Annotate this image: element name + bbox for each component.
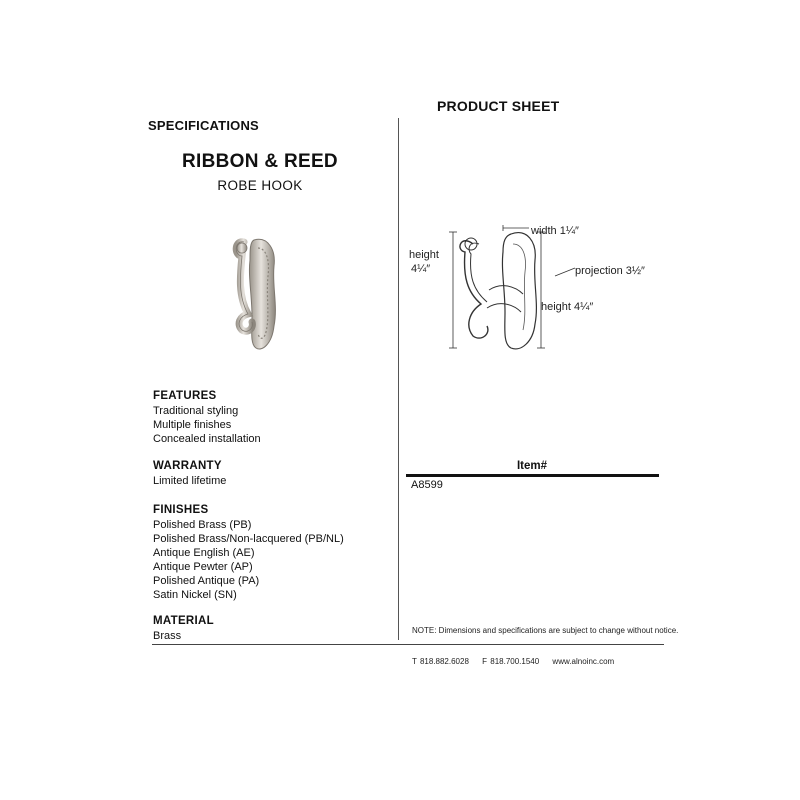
material-section bbox=[153, 614, 214, 643]
material-item: Brass bbox=[153, 630, 182, 642]
width-label: width 1¼″ bbox=[531, 225, 579, 237]
fax-number: F 818.700.1540 bbox=[482, 657, 540, 666]
specifications-heading: SPECIFICATIONS bbox=[148, 118, 259, 133]
features-item: Multiple finishes bbox=[153, 419, 232, 431]
disclaimer-note: NOTE: Dimensions and specifications are subject to change without notice. bbox=[412, 626, 679, 635]
height-left-word: height bbox=[409, 249, 439, 261]
column-divider bbox=[398, 118, 399, 640]
projection-label: projection 3½″ bbox=[575, 265, 645, 277]
features-section bbox=[153, 389, 261, 446]
finishes-section bbox=[153, 503, 344, 602]
finish-item: Antique Pewter (AP) bbox=[153, 561, 253, 573]
item-header-rule bbox=[406, 474, 659, 477]
finish-item: Polished Antique (PA) bbox=[153, 575, 260, 587]
footer-rule bbox=[152, 644, 664, 645]
finish-item: Antique English (AE) bbox=[153, 547, 255, 559]
website-link[interactable]: www.alnoinc.com bbox=[552, 657, 615, 666]
height-left-value: 4¼″ bbox=[411, 263, 431, 275]
dimension-diagram bbox=[407, 220, 647, 360]
finish-item: Polished Brass (PB) bbox=[153, 519, 252, 531]
warranty-section bbox=[153, 459, 226, 488]
features-item: Concealed installation bbox=[153, 433, 261, 445]
product-name: RIBBON & REED bbox=[182, 151, 338, 172]
features-item: Traditional styling bbox=[153, 405, 239, 417]
item-column-header: Item# bbox=[516, 460, 548, 472]
material-title: MATERIAL bbox=[153, 615, 214, 627]
finishes-title: FINISHES bbox=[153, 504, 209, 516]
height-right-label: height 4¼″ bbox=[541, 301, 594, 313]
warranty-title: WARRANTY bbox=[153, 460, 222, 472]
finish-item: Satin Nickel (SN) bbox=[153, 589, 237, 601]
finish-item: Polished Brass/Non-lacquered (PB/NL) bbox=[153, 533, 344, 545]
product-sheet-heading: PRODUCT SHEET bbox=[437, 98, 560, 114]
product-photo bbox=[222, 226, 294, 356]
contact-line bbox=[412, 657, 624, 666]
product-type: ROBE HOOK bbox=[217, 178, 303, 193]
item-number: A8599 bbox=[411, 479, 443, 491]
warranty-item: Limited lifetime bbox=[153, 475, 227, 487]
phone-number: T 818.882.6028 bbox=[412, 657, 469, 666]
features-title: FEATURES bbox=[153, 390, 217, 402]
